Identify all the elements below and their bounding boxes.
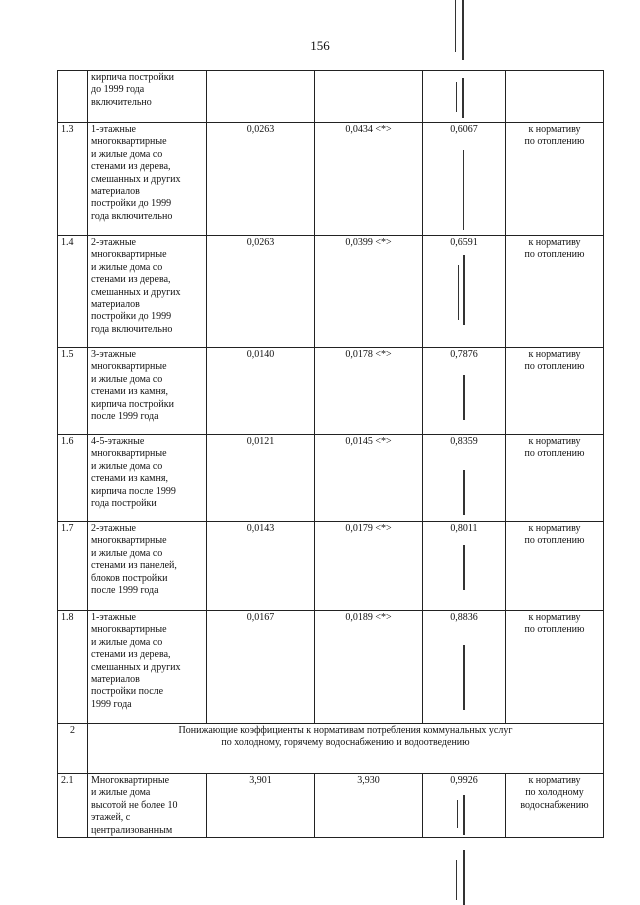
row-note: к нормативу по отоплению [506, 123, 604, 236]
value-col-3: 0,8836 [423, 611, 506, 724]
value-col-1: 0,0140 [207, 348, 315, 435]
value-col-2: 3,930 [315, 774, 423, 838]
value-col-3: 0,6591 [423, 236, 506, 348]
value-col-3: 0,8359 [423, 435, 506, 522]
table-row [58, 123, 604, 236]
row-note: к нормативу по отоплению [506, 348, 604, 435]
value-col-1 [207, 71, 315, 123]
value-col-3: 0,7876 [423, 348, 506, 435]
row-description: 4-5-этажные многоквартирные и жилые дома со стенами из камня, кирпича после 1999 года постройки [88, 435, 207, 522]
value-col-2 [315, 71, 423, 123]
section-number: 2 [58, 724, 88, 774]
row-number: 1.4 [58, 236, 88, 348]
scan-artifact [463, 255, 465, 325]
value-col-2: 0,0189 <*> [315, 611, 423, 724]
row-note: к нормативу по отоплению [506, 435, 604, 522]
row-number: 1.6 [58, 435, 88, 522]
row-note: к нормативу по холодному водоснабжению [506, 774, 604, 838]
value-col-1: 3,901 [207, 774, 315, 838]
row-number: 1.7 [58, 522, 88, 611]
value-col-1: 0,0263 [207, 123, 315, 236]
value-col-2: 0,0145 <*> [315, 435, 423, 522]
value-col-2: 0,0434 <*> [315, 123, 423, 236]
scan-artifact [458, 265, 459, 320]
row-description: кирпича постройки до 1999 года включительно [88, 71, 207, 123]
section-title: Понижающие коэффициенты к нормативам потребления коммунальных услуг по холодному, горячему водоснабжению и водоотведению [88, 724, 604, 774]
scan-artifact [457, 800, 458, 828]
scan-artifact [463, 545, 465, 590]
value-col-3: 0,8011 [423, 522, 506, 611]
coefficients-table [57, 70, 604, 838]
scan-artifact [463, 470, 465, 515]
row-number: 1.3 [58, 123, 88, 236]
row-description: Многоквартирные и жилые дома высотой не более 10 этажей, с централизованным [88, 774, 207, 838]
row-description: 2-этажные многоквартирные и жилые дома со стенами из панелей, блоков постройки после 1999 года [88, 522, 207, 611]
row-note: к нормативу по отоплению [506, 522, 604, 611]
table-row [58, 522, 604, 611]
value-col-3 [423, 71, 506, 123]
table-row [58, 348, 604, 435]
scan-artifact [462, 78, 464, 118]
value-col-1: 0,0263 [207, 236, 315, 348]
section-row [58, 724, 604, 774]
row-description: 1-этажные многоквартирные и жилые дома со стенами из дерева, смешанных и других материалов постройки после 1999 года [88, 611, 207, 724]
scan-artifact [463, 645, 465, 710]
value-col-1: 0,0143 [207, 522, 315, 611]
value-col-3: 0,6067 [423, 123, 506, 236]
scan-artifact [463, 150, 464, 230]
row-description: 1-этажные многоквартирные и жилые дома со стенами из дерева, смешанных и других материалов постройки до 1999 года включительно [88, 123, 207, 236]
row-number [58, 71, 88, 123]
row-note [506, 71, 604, 123]
table-row [58, 236, 604, 348]
table-row [58, 435, 604, 522]
row-description: 2-этажные многоквартирные и жилые дома со стенами из дерева, смешанных и других материалов постройки до 1999 года включительно [88, 236, 207, 348]
scan-artifact [463, 795, 465, 835]
page-number: 156 [310, 38, 330, 53]
table-row [58, 774, 604, 838]
value-col-2: 0,0179 <*> [315, 522, 423, 611]
table-row [58, 611, 604, 724]
value-col-1: 0,0167 [207, 611, 315, 724]
scan-artifact [455, 0, 456, 52]
row-description: 3-этажные многоквартирные и жилые дома со стенами из камня, кирпича постройки после 1999 года [88, 348, 207, 435]
value-col-1: 0,0121 [207, 435, 315, 522]
row-number: 1.5 [58, 348, 88, 435]
value-col-2: 0,0399 <*> [315, 236, 423, 348]
scan-artifact [456, 82, 457, 112]
scan-artifact [456, 860, 457, 900]
value-col-2: 0,0178 <*> [315, 348, 423, 435]
row-number: 1.8 [58, 611, 88, 724]
scan-artifact [463, 850, 465, 905]
row-number: 2.1 [58, 774, 88, 838]
value-col-3: 0,9926 [423, 774, 506, 838]
scan-artifact [463, 375, 465, 420]
table-row [58, 71, 604, 123]
scan-artifact [462, 0, 464, 60]
row-note: к нормативу по отоплению [506, 236, 604, 348]
row-note: к нормативу по отоплению [506, 611, 604, 724]
